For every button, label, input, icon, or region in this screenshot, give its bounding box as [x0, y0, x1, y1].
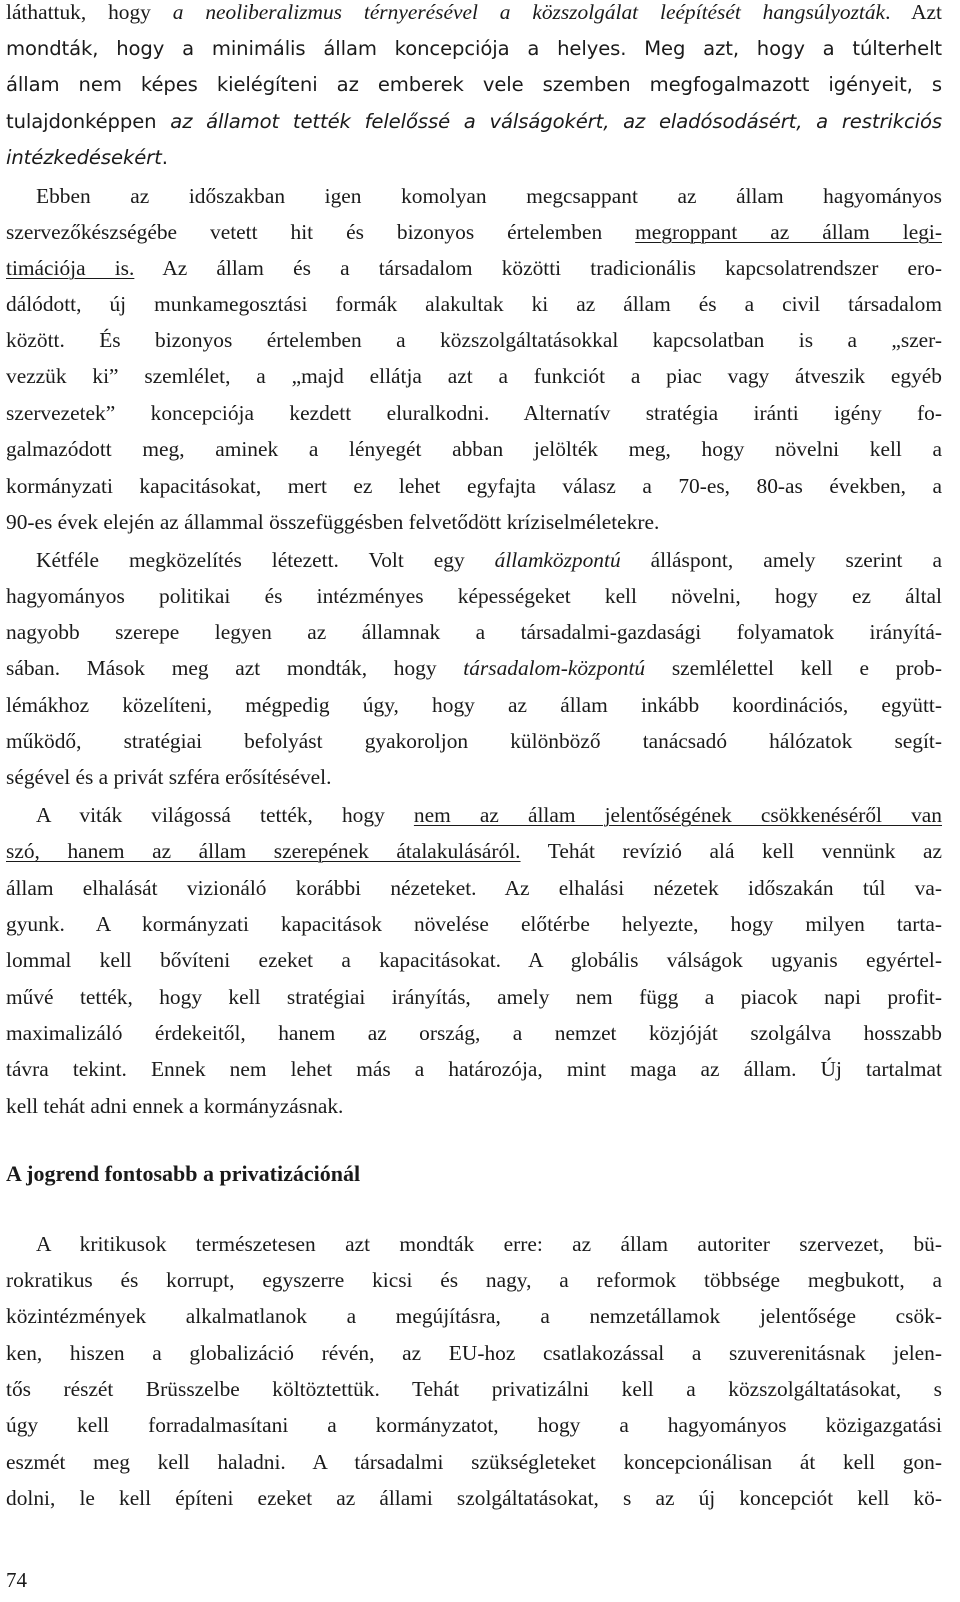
text-line [6, 763, 942, 791]
italic-text: a neoliberalizmus térnyerésével a közszolgálat leépítését hangsúlyozták [172, 0, 886, 24]
text-line [6, 254, 942, 282]
text-span: vezzük ki” szemlélet, a „majd ellátja azt a funkciót a piac vagy átveszik egyéb [6, 364, 942, 388]
text-span: Tehát revízió alá kell vennünk az [520, 839, 943, 863]
text-span: mondták, hogy a minimális állam koncepciója a helyes. Meg azt, hogy a túlterhelt [6, 37, 942, 60]
text-span: szervezetek” koncepciója kezdett eluralkodni. Alternatív stratégia iránti igény fo- [6, 401, 942, 425]
page-number: 74 [6, 1568, 27, 1592]
text-line [6, 1411, 942, 1439]
text-span: szervezőkészségébe vetett hit és bizonyos értelemben [6, 220, 636, 244]
text-span: . [161, 146, 168, 169]
text-line [6, 946, 942, 974]
underlined-text: szó, hanem az állam szerepének átalakulásáról. [6, 839, 521, 863]
text-span: úgy kell forradalmasítani a kormányzatot, hogy a hagyományos közigazgatási [6, 1413, 942, 1437]
text-span: Az állam és a társadalom közötti tradicionális kapcsolatrendszer ero- [134, 256, 942, 280]
text-line [6, 910, 942, 938]
text-line [6, 691, 942, 719]
text-span: szemlélettel kell e prob- [645, 656, 942, 680]
text-span: Kétféle megközelítés létezett. Volt egy [36, 548, 495, 572]
italic-text: az államot tették felelőssé a válságokért, az eladósodásért, a restrikciós [170, 110, 943, 133]
text-line [6, 435, 942, 463]
italic-text: államközpontú [494, 548, 621, 572]
text-line [6, 874, 942, 902]
text-span: nagyobb szerepe legyen az államnak a társadalmi-gazdasági folyamatok irányítá- [6, 620, 942, 644]
text-line [6, 508, 942, 536]
text-line [6, 1302, 942, 1330]
text-line [36, 801, 942, 829]
underlined-text: timációja is. [6, 256, 135, 280]
text-line [6, 399, 942, 427]
text-span: Ebben az időszakban igen komolyan megcsappant az állam hagyományos [36, 184, 942, 208]
text-span: A viták világossá tették, hogy [36, 803, 414, 827]
text-line [36, 1230, 942, 1258]
text-span: távra tekint. Ennek nem lehet más a határozója, mint maga az állam. Új tartalmat [6, 1057, 942, 1081]
text-span: rokratikus és korrupt, egyszerre kicsi és nagy, a reformok többsége megbukott, a [6, 1268, 942, 1292]
text-line [6, 1339, 942, 1367]
text-line [6, 362, 942, 390]
text-span: kell tehát adni ennek a kormányzásnak. [6, 1094, 344, 1118]
text-line [6, 35, 942, 63]
text-line [6, 108, 942, 136]
text-line [6, 1448, 942, 1476]
text-line [6, 218, 942, 246]
text-line [6, 654, 942, 682]
text-span: művé tették, hogy kell stratégiai irányítás, amely nem függ a piacok napi profit- [6, 985, 942, 1009]
text-span: ken, hiszen a globalizáció révén, az EU-hoz csatlakozással a szuverenitásnak jelen- [6, 1341, 942, 1365]
text-span: között. És bizonyos értelemben a közszolgáltatásokkal kapcsolatban is a „szer- [6, 328, 942, 352]
text-line [6, 1484, 942, 1512]
text-line [6, 1055, 942, 1083]
text-span: kormányzati kapacitásokat, mert ez lehet egyfajta válasz a 70-es, 80-as években, a [6, 474, 942, 498]
text-span: sában. Mások meg azt mondták, hogy [6, 656, 464, 680]
text-span: közintézmények alkalmatlanok a megújításra, a nemzetállamok jelentősége csök- [6, 1304, 942, 1328]
text-line [6, 0, 942, 26]
text-line [6, 1375, 942, 1403]
text-span: lommal kell bővíteni ezeket a kapacitásokat. A globális válságok ugyanis egyértel- [6, 948, 942, 972]
text-span: galmazódott meg, aminek a lényegét abban jelölték meg, hogy növelni kell a [6, 437, 942, 461]
text-line [6, 290, 942, 318]
text-span: ségével és a privát szféra erősítésével. [6, 765, 332, 789]
text-span: tős részét Brüsszelbe költöztettük. Tehát privatizálni kell a közszolgáltatásokat, s [6, 1377, 942, 1401]
text-line [6, 71, 942, 99]
text-line [6, 326, 942, 354]
text-span: . Azt [885, 0, 942, 24]
text-span: A kritikusok természetesen azt mondták erre: az állam autoriter szervezet, bü- [36, 1232, 942, 1256]
text-span: 90-es évek elején az állammal összefüggésben felvetődött kríziselméletekre. [6, 510, 660, 534]
text-span: álláspont, amely szerint a [620, 548, 942, 572]
section-heading: A jogrend fontosabb a privatizációnál [6, 1161, 361, 1186]
text-span: állam elhalását vizionáló korábbi nézeteket. Az elhalási nézetek időszakán túl va- [6, 876, 942, 900]
text-span: maximalizáló érdekeitől, hanem az ország, a nemzet közjóját szolgálva hosszabb [6, 1021, 942, 1045]
text-line [36, 546, 942, 574]
text-line [6, 1019, 942, 1047]
text-line [6, 1092, 942, 1120]
italic-text: társadalom-központú [463, 656, 646, 680]
text-line [6, 837, 942, 865]
text-line [6, 144, 942, 172]
text-span: gyunk. A kormányzati kapacitások növelése előtérbe helyezte, hogy milyen tarta- [6, 912, 942, 936]
text-span: dálódott, új munkamegosztási formák alakultak ki az állam és a civil társadalom [6, 292, 942, 316]
underlined-text: megroppant az állam legi- [635, 220, 942, 244]
text-line [36, 182, 942, 210]
text-span: hagyományos politikai és intézményes képességeket kell növelni, hogy ez által [6, 584, 942, 608]
text-span: eszmét meg kell haladni. A társadalmi szükségleteket koncepcionálisan át kell gon- [6, 1450, 942, 1474]
text-line [6, 983, 942, 1011]
text-line [6, 472, 942, 500]
text-span: lémákhoz közelíteni, mégpedig úgy, hogy az állam inkább koordinációs, együtt- [6, 693, 942, 717]
text-span: láthattuk, hogy [6, 0, 173, 24]
text-line [6, 727, 942, 755]
text-line [6, 582, 942, 610]
text-span: dolni, le kell építeni ezeket az állami szolgáltatásokat, s az új koncepciót kell kö- [6, 1486, 942, 1510]
text-line [6, 618, 942, 646]
text-line [6, 1266, 942, 1294]
italic-text: intézkedésekért [6, 146, 162, 169]
underlined-text: nem az állam jelentőségének csökkenéséről van [413, 803, 942, 827]
text-span: tulajdonképpen [6, 110, 171, 133]
text-span: állam nem képes kielégíteni az emberek vele szemben megfogalmazott igényeit, s [6, 73, 942, 96]
text-span: működő, stratégiai befolyást gyakoroljon különböző tanácsadó hálózatok segít- [6, 729, 942, 753]
